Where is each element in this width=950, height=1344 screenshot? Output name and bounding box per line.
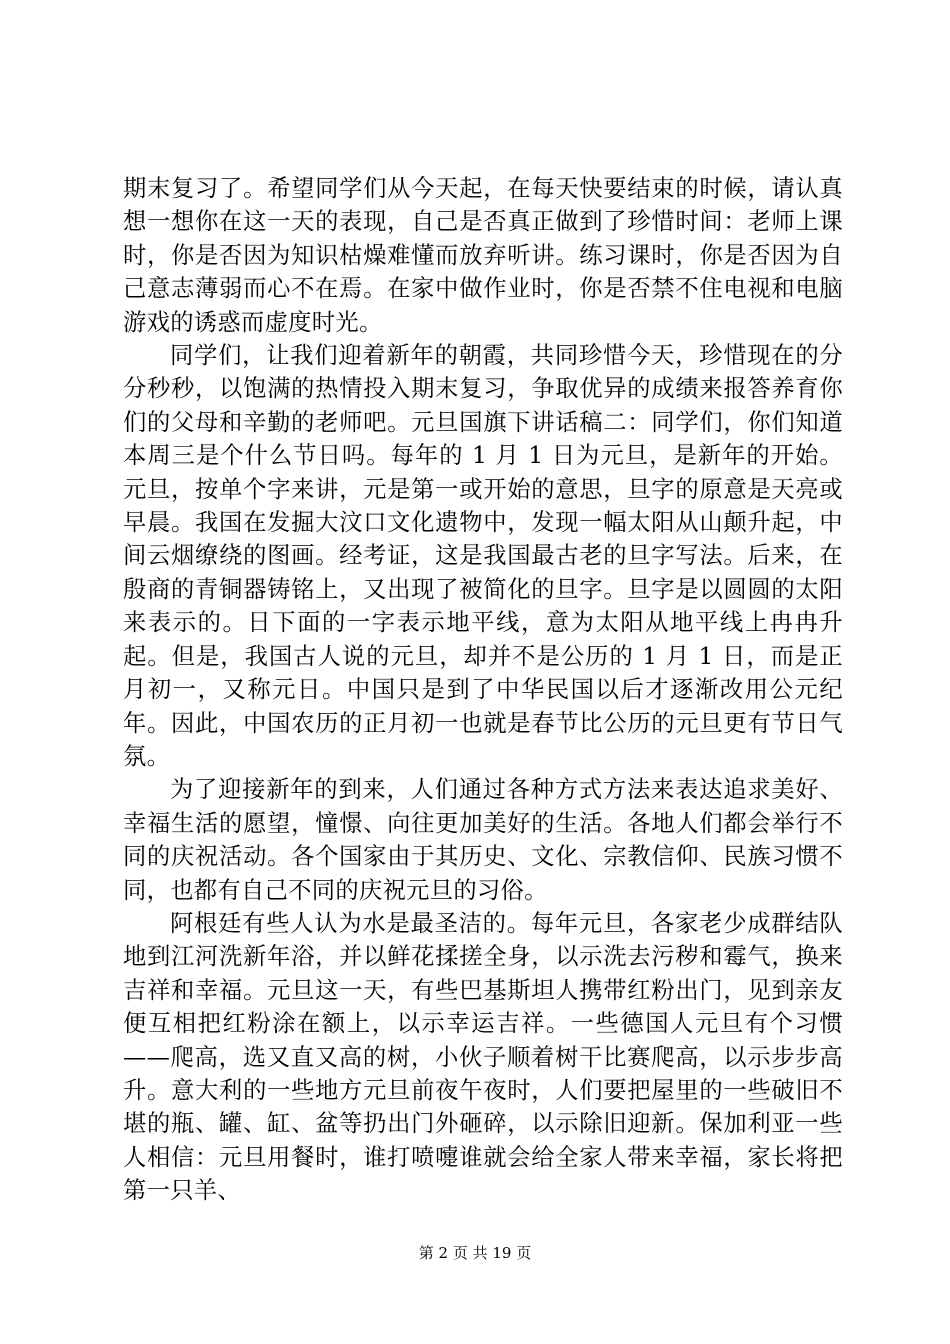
paragraph-1: 期末复习了。希望同学们从今天起，在每天快要结束的时候，请认真想一想你在这一天的表现，自己是否真正做到了珍惜时间：老师上课时，你是否因为知识枯燥难懂而放弃听讲。练习课时，你是否因为自己意志薄弱而心不在焉。在家中做作业时，你是否禁不住电视和电脑游戏的诱惑而虚度时光。 xyxy=(123,175,843,336)
paragraph-3: 为了迎接新年的到来，人们通过各种方式方法来表达追求美好、幸福生活的愿望，憧憬、向往更加美好的生活。各地人们都会举行不同的庆祝活动。各个国家由于其历史、文化、宗教信仰、民族习惯不同，也都有自己不同的庆祝元旦的习俗。 xyxy=(123,776,843,904)
document-body xyxy=(123,172,843,1208)
page-number-footer: 第 2 页 共 19 页 xyxy=(418,1244,532,1262)
paragraph-4: 阿根廷有些人认为水是最圣洁的。每年元旦，各家老少成群结队地到江河洗新年浴，并以鲜花揉搓全身，以示洗去污秽和霉气，换来吉祥和幸福。元旦这一天，有些巴基斯坦人携带红粉出门，见到亲友便互相把红粉涂在额上，以示幸运吉祥。一些德国人元旦有个习惯——爬高，选又直又高的树，小伙子顺着树干比赛爬高，以示步步高升。意大利的一些地方元旦前夜午夜时，人们要把屋里的一些破旧不堪的瓶、罐、缸、盆等扔出门外砸碎，以示除旧迎新。保加利亚一些人相信：元旦用餐时，谁打喷嚏谁就会给全家人带来幸福，家长将把第一只羊、 xyxy=(123,909,843,1205)
paragraph-2: 同学们，让我们迎着新年的朝霞，共同珍惜今天，珍惜现在的分分秒秒，以饱满的热情投入期末复习，争取优异的成绩来报答养育你们的父母和辛勤的老师吧。元旦国旗下讲话稿二：同学们，你们知道本周三是个什么节日吗。每年的 1 月 1 日为元旦，是新年的开始。元旦，按单个字来讲，元是第一或开始的意思，旦字的原意是天亮或早晨。我国在发掘大汶口文化遗物中，发现一幅太阳从山颠升起，中间云烟缭绕的图画。经考证，这是我国最古老的旦字写法。后来，在殷商的青铜器铸铭上，又出现了被简化的旦字。旦字是以圆圆的太阳来表示的。日下面的一字表示地平线，意为太阳从地平线上冉冉升起。但是，我国古人说的元旦，却并不是公历的 1 月 1 日，而是正月初一，又称元日。中国只是到了中华民国以后才逐渐改用公元纪年。因此，中国农历的正月初一也就是春节比公历的元旦更有节日气氛。 xyxy=(123,342,843,770)
